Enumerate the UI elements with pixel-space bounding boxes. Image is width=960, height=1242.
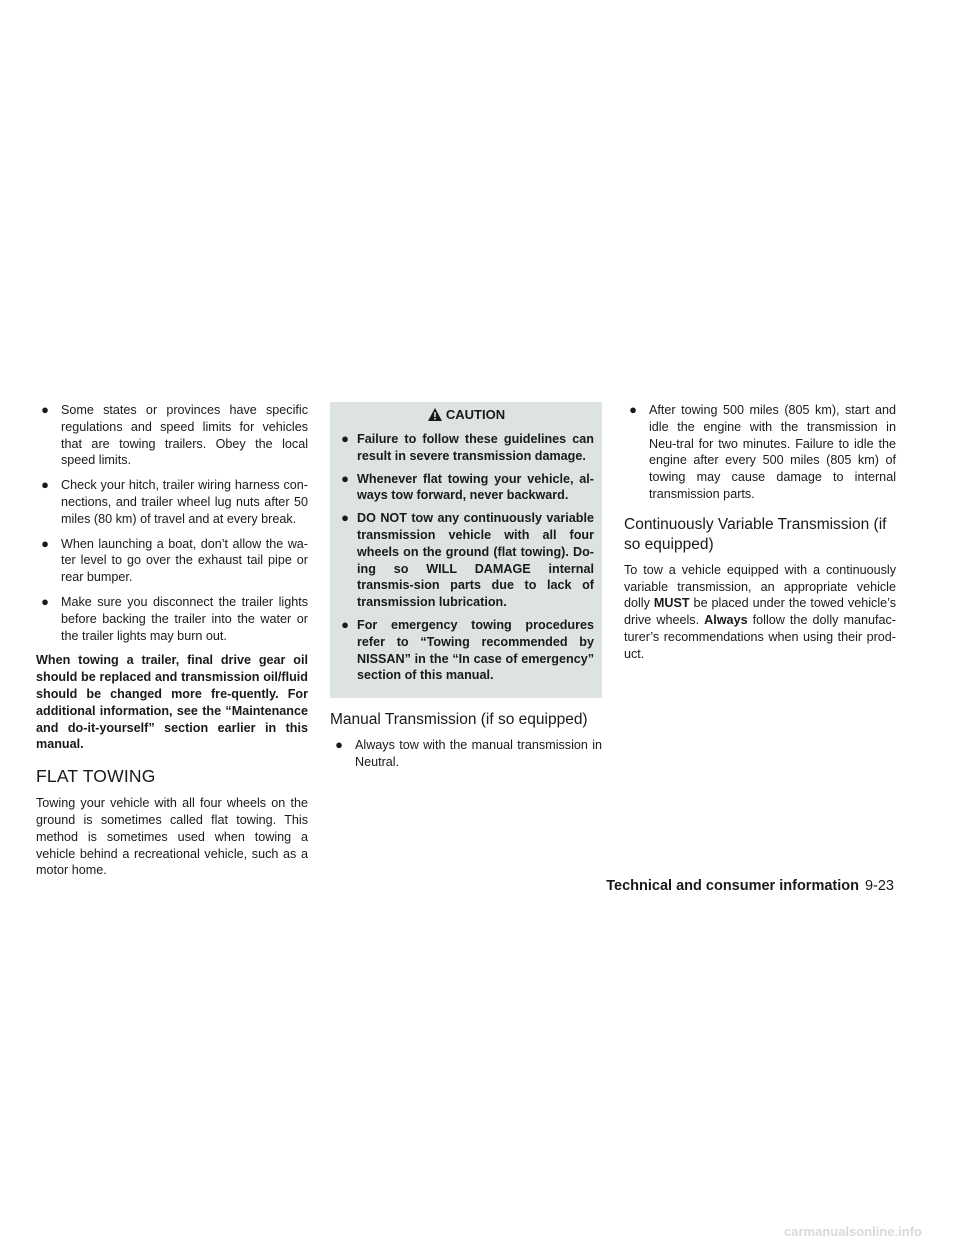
bullet-icon: ●: [41, 477, 49, 493]
bullet-icon: ●: [335, 737, 343, 753]
list-item: ● When launching a boat, don’t allow the wa-ter level to go over the exhaust tail pipe or rear bumper.: [36, 536, 308, 586]
list-item: ● After towing 500 miles (805 km), start and idle the engine with the transmission in Neu-tral for two minutes. Failure to idle the engine after every 500 miles (805 km) of towing may cause damage to internal transmission parts.: [624, 402, 896, 503]
list-item: ● Make sure you disconnect the trailer lights before backing the trailer into the water or the trailer lights may burn out.: [36, 594, 308, 644]
list-item: ● Some states or provinces have specific regulations and speed limits for vehicles that are towing trailers. Obey the local speed limits.: [36, 402, 308, 469]
footer-section-title: Technical and consumer information: [606, 878, 859, 894]
bullet-icon: ●: [629, 402, 637, 417]
list-item: ● For emergency towing procedures refer to “Towing recommended by NISSAN” in the “In case of emergency” section of this manual.: [338, 617, 594, 684]
list-item: ● Failure to follow these guidelines can result in severe transmission damage.: [338, 431, 594, 465]
left-column: [36, 402, 308, 879]
flat-towing-text: Towing your vehicle with all four wheels on the ground is sometimes called flat towing. This method is sometimes used when towing a vehicle behind a recreational vehicle, such as a motor home.: [36, 796, 308, 878]
flat-towing-heading: FLAT TOWING: [36, 766, 156, 787]
caution-box: [330, 402, 602, 698]
list-item: ● Whenever flat towing your vehicle, al-ways tow forward, never backward.: [338, 471, 594, 505]
list-item: ● Check your hitch, trailer wiring harness con-nections, and trailer wheel lug nuts after 50 miles (80 km) of travel and at every break.: [36, 477, 308, 527]
cvt-text: To tow a vehicle equipped with a continuously variable transmission, an appropriate vehicle dolly MUST be placed under the towed vehicle’s drive wheels. Always follow the dolly manufac-turer’s recommendations when using their prod-uct.: [624, 562, 896, 661]
right-column: [624, 402, 896, 663]
bullet-icon: ●: [341, 510, 349, 526]
bullet-icon: ●: [41, 402, 49, 417]
cvt-heading: Continuously Variable Transmission (if so equipped): [624, 515, 887, 553]
bullet-icon: ●: [341, 431, 349, 446]
middle-column: [330, 402, 602, 779]
bullet-icon: ●: [341, 616, 349, 632]
maintenance-note: When towing a trailer, final drive gear oil should be replaced and transmission oil/fluid should be changed more fre-quently. For additional information, see the “Maintenance and do-it-yourself” section earlier in this manual.: [36, 653, 308, 752]
caution-header: [338, 406, 594, 427]
bullet-icon: ●: [41, 593, 49, 609]
bullet-icon: ●: [41, 535, 49, 551]
caution-title: CAUTION: [445, 407, 506, 422]
manual-transmission-heading: Manual Transmission (if so equipped): [330, 711, 588, 729]
watermark: carmanualsonline.info: [784, 1224, 922, 1239]
list-item: ● DO NOT tow any continuously variable transmission vehicle with all four wheels on the ground (flat towing). Do-ing so WILL DAMAGE internal transmis-sion parts due to lack of transmission lubrication.: [338, 510, 594, 611]
page-footer: [606, 878, 894, 894]
page-number: 9-23: [864, 878, 894, 894]
warning-triangle-icon: [427, 407, 443, 427]
bullet-icon: ●: [341, 470, 349, 486]
list-item: ● Always tow with the manual transmission in Neutral.: [330, 737, 602, 771]
